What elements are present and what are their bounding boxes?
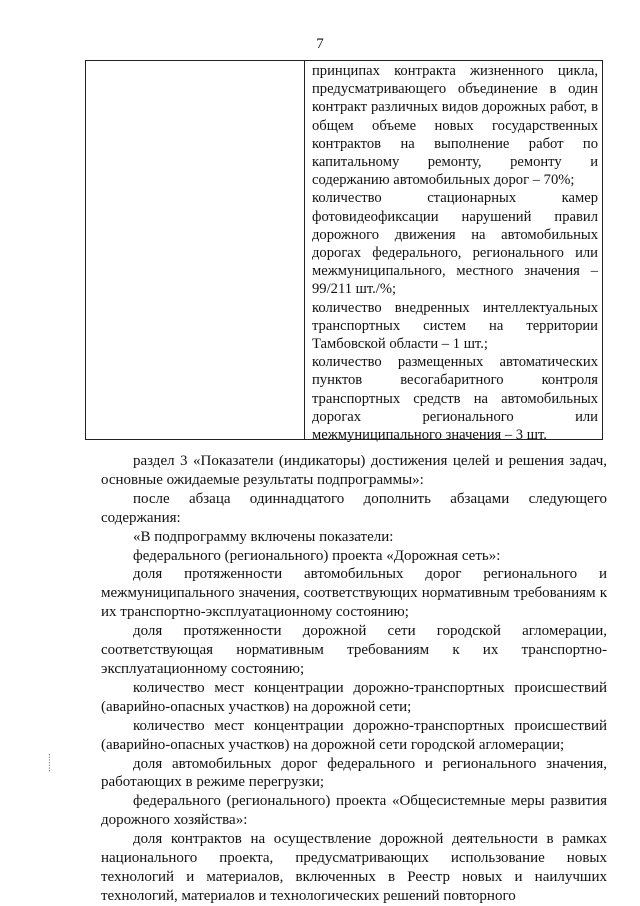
body-paragraph: количество мест концентрации дорожно-транспортных происшествий (аварийно-опасных участков) на дорожной сети;: [101, 679, 607, 715]
margin-scan-mark: ⸱⸱⸱⸱⸱⸱⸱: [45, 753, 56, 772]
body-paragraph: доля контрактов на осуществление дорожной деятельности в рамках национального проекта, предусматривающих использование новых технологий и материалов, включенных в Реестр новых и наилучших технологий, материалов и технологических решений повторного: [101, 831, 607, 904]
table-right-column: [312, 62, 598, 444]
table-left-column: [86, 61, 305, 439]
body-paragraph: раздел 3 «Показатели (индикаторы) достижения целей и решения задач, основные ожидаемые результаты подпрограммы»:: [101, 453, 607, 488]
body-paragraph: федерального (регионального) проекта «Общесистемные меры развития дорожного хозяйства»:: [101, 793, 607, 829]
body-paragraph: количество мест концентрации дорожно-транспортных происшествий (аварийно-опасных участков) на дорожной сети городской агломерации;: [101, 717, 607, 753]
body-paragraph: федерального (регионального) проекта «Дорожная сеть»:: [133, 547, 501, 564]
indicators-table: [85, 60, 603, 444]
table-cell-paragraph: количество стационарных камер фотовидеофиксации нарушений правил дорожного движения на автомобильных дорогах федерального, регионального или межмуниципального, местного значения – 99/211 шт./%;: [312, 190, 598, 298]
table-cell-paragraph: количество размещенных автоматических пунктов весогабаритного контроля транспортных средств на автомобильных дорогах регионального или межмуниципального значения – 3 шт.: [312, 354, 598, 444]
body-paragraph: доля автомобильных дорог федерального и регионального значения, работающих в режиме перегрузки;: [101, 755, 607, 791]
body-paragraph: доля протяженности дорожной сети городской агломерации, соответствующая нормативным требованиям к их транспортно-эксплуатационному состоянию;: [101, 623, 607, 677]
body-paragraph: доля протяженности автомобильных дорог регионального и межмуниципального значения, соответствующих нормативным требованиям к их транспортно-эксплуатационному состоянию;: [101, 566, 607, 621]
body-paragraph: «В подпрограмму включены показатели:: [133, 528, 394, 545]
table-cell-paragraph: принципах контракта жизненного цикла, предусматривающего объединение в один контракт различных видов дорожных работ, в общем объеме новых государственных контрактов на выполнение работ по капитальному ремонту, ремонту и содержанию автомобильных дорог – 70%;: [312, 63, 598, 189]
body-paragraph: после абзаца одиннадцатого дополнить абзацами следующего содержания:: [101, 490, 607, 526]
table-cell-paragraph: количество внедренных интеллектуальных транспортных систем на территории Тамбовской области – 1 шт.;: [312, 299, 598, 353]
document-body: [101, 452, 607, 906]
page-number: 7: [316, 36, 324, 52]
